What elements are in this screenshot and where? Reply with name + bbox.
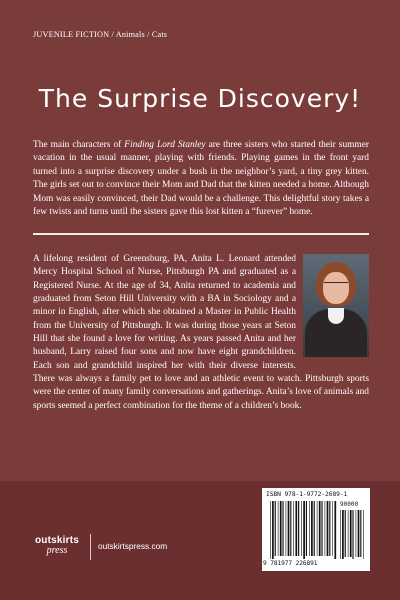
synopsis-body: are three sisters who started their summer vacation in the usual manner, playing with friends. Playing games in the front yard turned into a surprise discovery under a bush in the neighbor’s yard, a tiny grey kitten. The girls set out to convince their Mom and Dad that the kitten needed a home. Although Mom was easily convinced, their Dad would be a challenge. This delightful story takes a few twists and turns until the sisters gave this lost kitten a “furever” home. <box>33 140 370 218</box>
section-divider <box>33 233 369 235</box>
isbn-label: ISBN 978-1-9772-2689-1 <box>266 491 348 498</box>
author-bio-text: A lifelong resident of Greensburg, PA, Anita L. Leonard attended Mercy Hospital School of Nurse, Pittsburgh PA and graduated as a Registered Nurse. At the age of 34, Anita returned to academia and graduated from Seton Hill University with a BA in Sociology and a minor in English, after which she obtained a Master in Public Health from the University of Pittsburgh. It was during those years at Seton Hill that she found a love for writing. As years passed Anita and her husband, Larry raised four sons and now have eight grandchildren. Each son and grandchild inspired her with their diverse interests. There was always a family pet to love and an athletic event to watch. Pittsburgh sports were the center of many family conversations and gatherings. Anita’s love of animals and sports seemed a perfect combination for the theme of a children’s book. <box>33 254 369 411</box>
publisher-logo <box>31 536 83 556</box>
barcode-digits: 9 781977 226891 <box>263 560 318 567</box>
addon-barcode-bars <box>340 510 366 559</box>
headline: The Surprise Discovery! <box>38 84 362 113</box>
author-photo <box>303 254 369 357</box>
synopsis-intro: The main characters of <box>33 140 125 150</box>
barcode-bars <box>270 501 338 559</box>
category-label: JUVENILE FICTION / Animals / Cats <box>33 30 168 39</box>
author-bio-paragraph <box>33 253 369 413</box>
addon-price-code: 90000 <box>340 501 359 508</box>
book-title: Finding Lord Stanley <box>124 140 206 150</box>
logo-wordmark-bottom: press <box>46 545 68 556</box>
synopsis-paragraph <box>33 139 369 219</box>
isbn-barcode <box>262 488 370 571</box>
publisher-website: outskirtspress.com <box>98 541 168 551</box>
logo-wordmark-top: outskirts <box>34 535 80 546</box>
logo-separator <box>90 534 91 560</box>
